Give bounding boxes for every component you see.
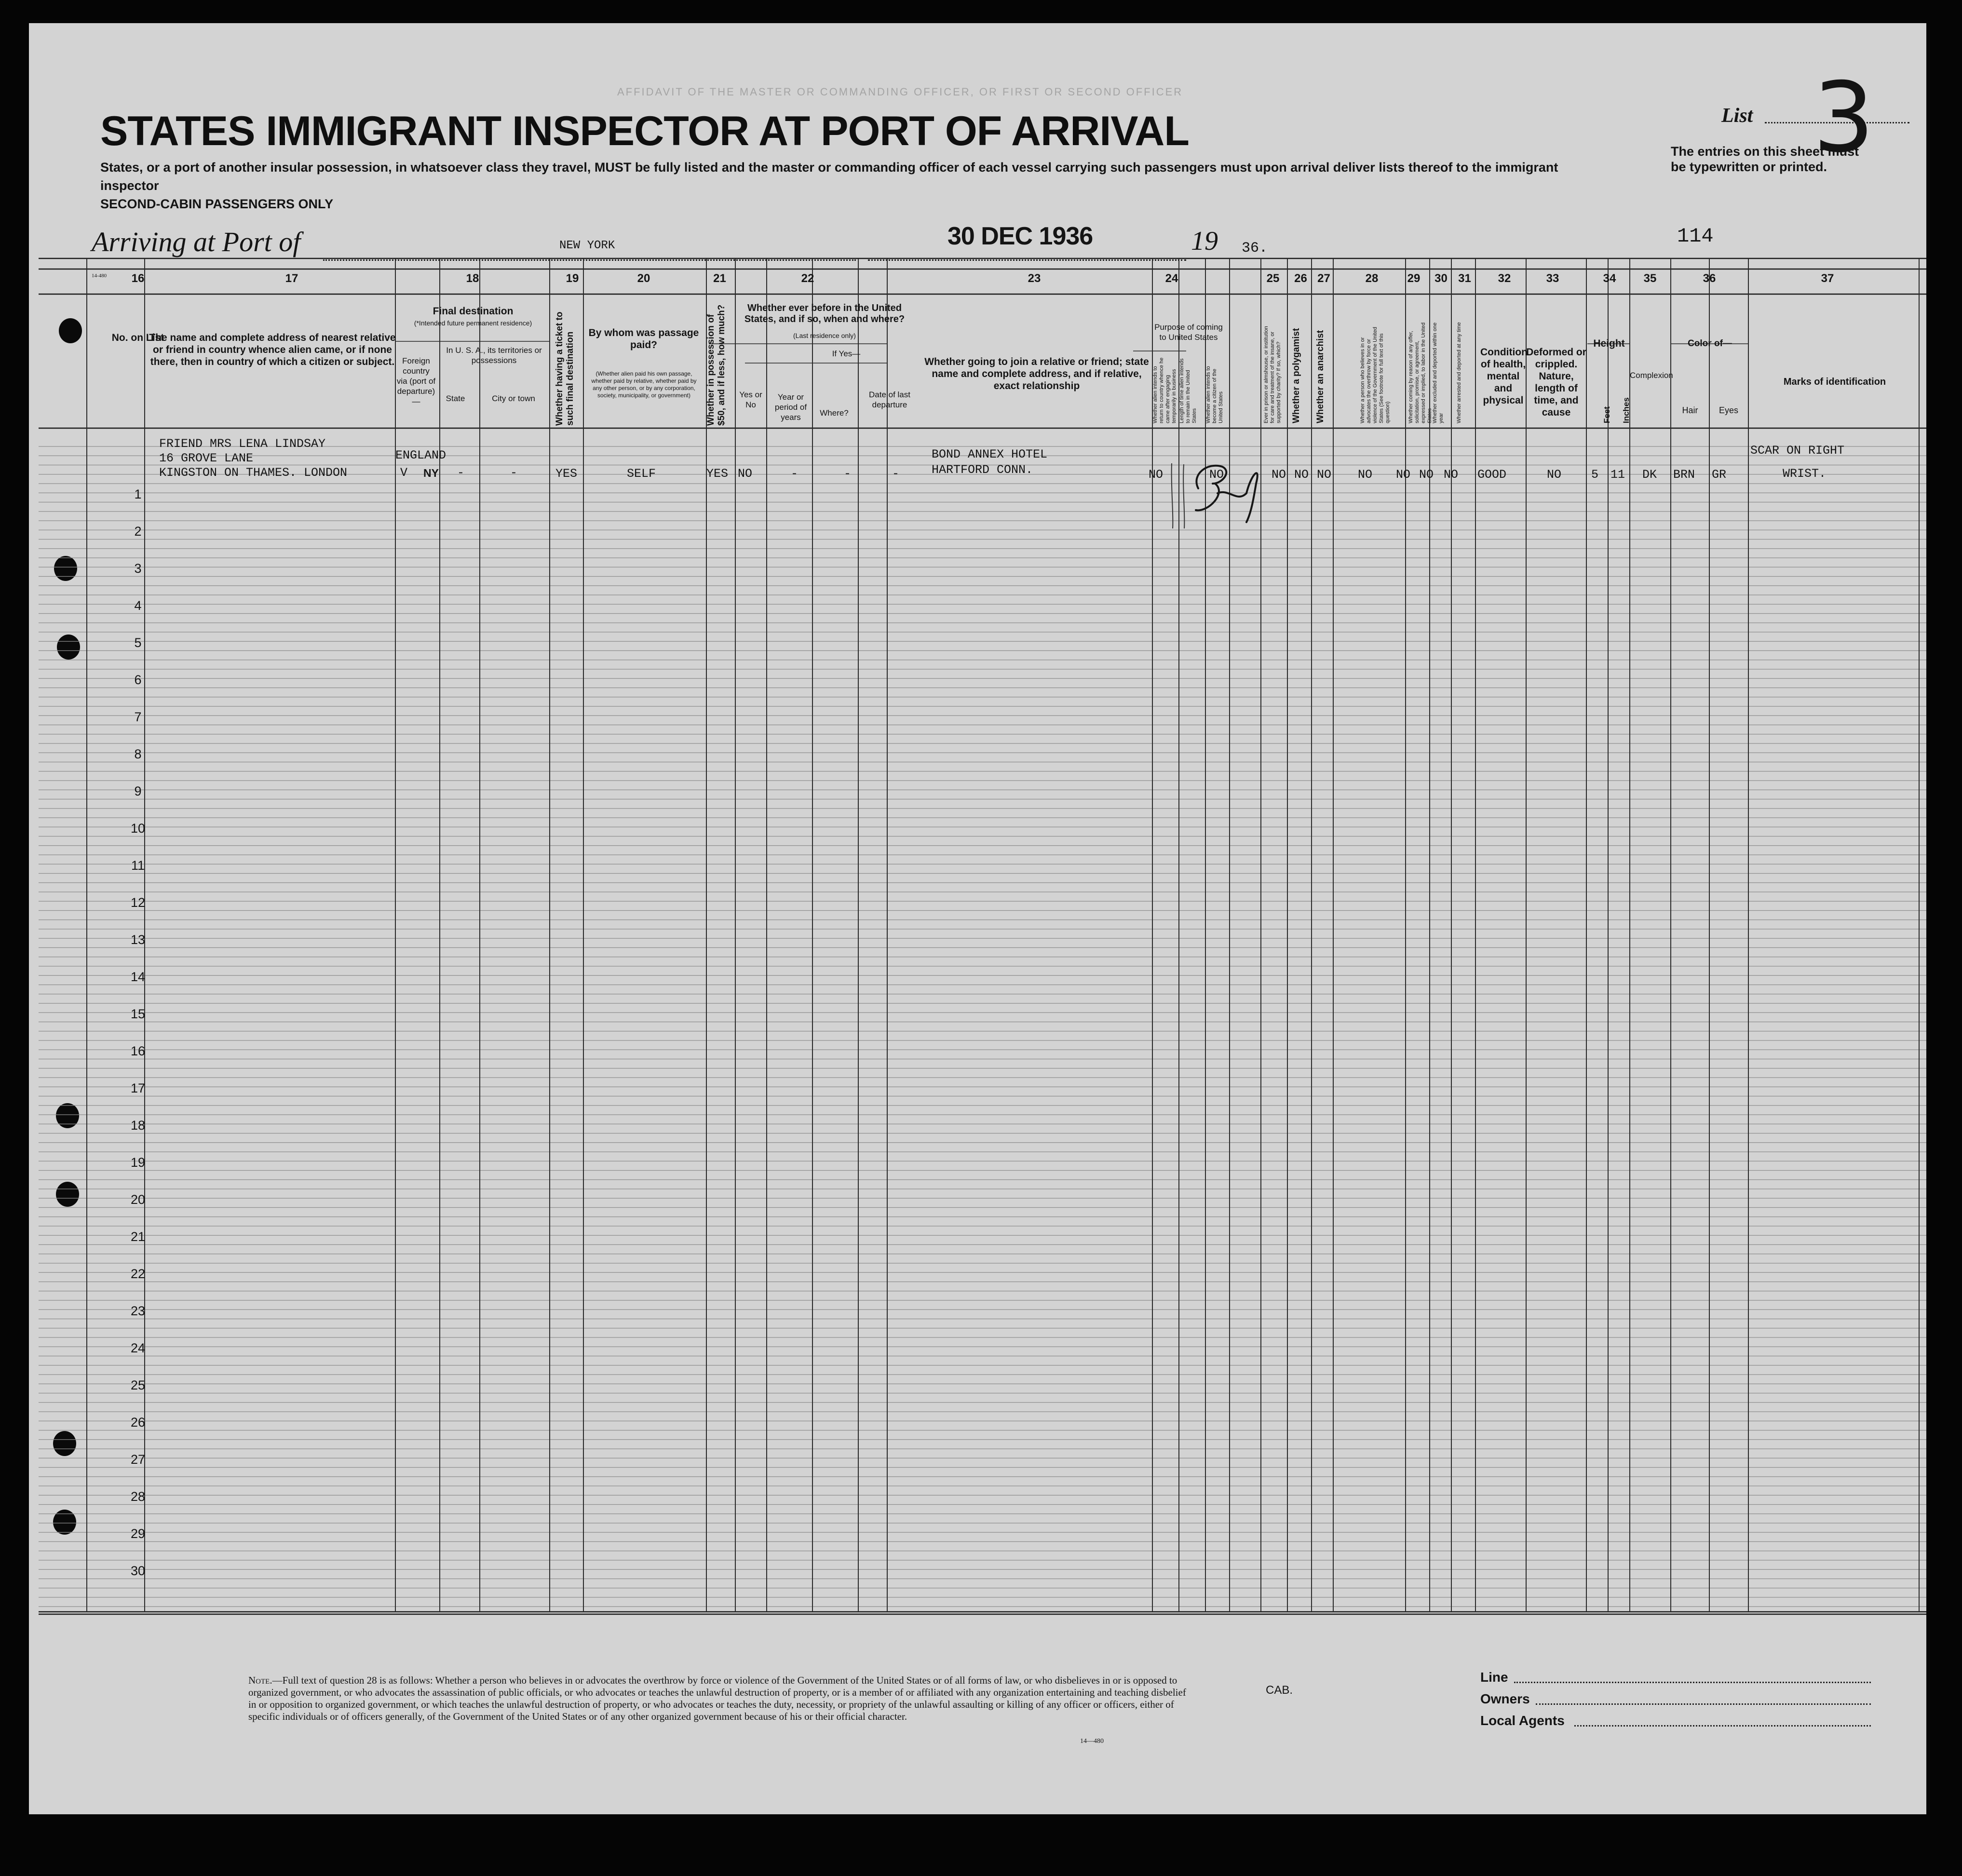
header-nearest-relative: The name and complete address of nearest relative or friend in country whence alien came, or if none there, then in country of which a citizen or subject. <box>149 332 396 367</box>
entry-year-period: - <box>791 467 798 481</box>
row-number: 26 <box>130 1415 146 1430</box>
row-number: 11 <box>131 858 145 873</box>
header-foreign-country: Foreign country via (port of departure)— <box>396 356 436 406</box>
row-number: 12 <box>130 895 146 910</box>
entry-polygamist: NO <box>1294 468 1309 482</box>
column-number: 29 <box>1407 272 1421 285</box>
row-number: 29 <box>130 1526 146 1541</box>
row-number: 15 <box>130 1007 146 1021</box>
row-number: 27 <box>130 1452 146 1467</box>
header-where: Where? <box>820 408 849 418</box>
port-value: NEW YORK <box>559 239 615 252</box>
header-col28: Whether a person who believes in or advocates the overthrow by force or violence of the Government of the United States (See footnote for full text of this question) <box>1360 327 1391 423</box>
column-number: 17 <box>285 272 298 285</box>
column-number: 36 <box>1703 272 1716 285</box>
header-anarchist: Whether an anarchist <box>1315 330 1326 423</box>
footnote-text: —Full text of question 28 is as follows: Whether a person who believes in or advocates the overthrow by force or violence of the Government of the United States or of all forms of law, or who disbelieves in or is opposed to organized government, or who advocates the assassination of public officials, or who advocates or teaches the unlawful destruction of property, or is a member of or affiliated with any organization entertaining and teaching disbelief in or opposition to organized government, or which teaches the unlawful destruction of property, or who advocates or teaches the duty, necessity, or propriety of the unlawful assaulting or killing of any officer or officers, either of specific individuals or of officers generally, of the Government of the United States or of any other organized government because of his or their official character. <box>248 1674 1186 1722</box>
row-number: 7 <box>134 710 142 724</box>
header-join-relative: Whether going to join a relative or friend; state name and complete address, and if relative, exact relationship <box>924 356 1149 391</box>
header-in-usa: In U. S. A., its territories or possessions <box>446 346 542 365</box>
header-year-period: Year or period of years <box>774 392 807 422</box>
header-color-of: Color of— <box>1688 338 1732 349</box>
column-number: 25 <box>1266 272 1280 285</box>
entry-inches: 11 <box>1610 468 1625 482</box>
entry-col28: NO <box>1358 468 1373 482</box>
column-number: 21 <box>713 272 726 285</box>
typed-note-line2: be typewritten or printed. <box>1671 160 1827 174</box>
row-number: 9 <box>134 784 142 798</box>
entry-city: - <box>510 466 518 480</box>
footnote-label: Note. <box>248 1674 272 1686</box>
column-number: 26 <box>1294 272 1307 285</box>
entry-col25: NO <box>1272 468 1286 482</box>
entry-complexion: DK <box>1642 468 1657 482</box>
column-number: 33 <box>1546 272 1559 285</box>
entry-relative-line2: 16 GROVE LANE <box>159 451 254 465</box>
header-col25: Ever in prison or almshouse, or institution for care and treatment of the insane, or supported by charity? If so, which? <box>1263 326 1282 423</box>
row-number: 2 <box>134 524 142 539</box>
column-number: 19 <box>566 272 579 285</box>
list-number: 3 <box>1813 62 1875 174</box>
header-condition: Condition of health, mental and physical <box>1480 347 1528 406</box>
column-number: 35 <box>1643 272 1657 285</box>
header-yes-or-no: Yes or No <box>739 390 762 409</box>
entry-deformed: NO <box>1547 468 1562 482</box>
column-number: 24 <box>1165 272 1178 285</box>
header-passage-note: (Whether alien paid his own passage, whether paid by relative, whether paid by any other person, or by any corporation, society, municipality, or government) <box>591 370 697 399</box>
header-passage-paid: By whom was passage paid? <box>588 327 699 351</box>
form-code-top: 14-480 <box>92 273 107 279</box>
column-number: 20 <box>637 272 650 285</box>
form-code: 14—480 <box>1080 1738 1104 1745</box>
row-number: 22 <box>130 1267 146 1281</box>
row-number: 17 <box>130 1081 146 1095</box>
entry-purpose-c: NO <box>1209 468 1224 482</box>
header-ticket: Whether having a ticket to such final destination <box>555 311 575 426</box>
row-number: 20 <box>130 1192 146 1207</box>
header-complexion: Complexion <box>1630 371 1673 380</box>
column-number: 18 <box>466 272 479 285</box>
entry-ticket: YES <box>555 467 578 481</box>
typed-note-line1: The entries on this sheet must <box>1671 144 1859 159</box>
page-title: STATES IMMIGRANT INSPECTOR AT PORT OF ARRIVAL <box>100 108 1189 154</box>
header-deformed: Deformed or crippled. Nature, length of time, and cause <box>1526 347 1586 418</box>
entry-before-in-us: NO <box>738 467 753 481</box>
header-fifty-dollars: Whether in possession of $50, and if less, how much? <box>706 304 727 426</box>
entry-purpose-a: NO <box>1149 468 1164 482</box>
column-number: 31 <box>1458 272 1471 285</box>
header-if-yes: If Yes— <box>832 349 861 358</box>
column-number: 23 <box>1028 272 1041 285</box>
header-city: City or town <box>492 394 535 403</box>
owners-label: Owners <box>1480 1691 1530 1706</box>
row-number: 10 <box>130 821 146 836</box>
date-stamp: 30 DEC 1936 <box>947 222 1093 250</box>
arriving-label: Arriving at Port of <box>92 226 301 257</box>
header-inches: Inches <box>1622 397 1631 423</box>
entry-col30: NO <box>1419 468 1434 482</box>
footnote <box>248 1674 1189 1723</box>
ledger-grid <box>29 23 1926 1814</box>
column-number: 37 <box>1821 272 1834 285</box>
header-col30: Whether excluded and deported within one year <box>1432 322 1444 423</box>
header-state: State <box>446 394 465 403</box>
row-number: 13 <box>130 932 146 947</box>
entry-foreign-country: ENGLAND <box>395 448 447 462</box>
entry-join-line2: HARTFORD CONN. <box>932 463 1033 477</box>
year-suffix: 36. <box>1242 240 1268 256</box>
entry-col29: NO <box>1396 468 1411 482</box>
row-number: 28 <box>130 1489 146 1504</box>
header-feet: Feet <box>1602 406 1611 423</box>
column-number: 22 <box>801 272 814 285</box>
row-number: 8 <box>134 747 142 761</box>
row-number: 24 <box>130 1341 146 1355</box>
bleed-through-text: AFFIDAVIT OF THE MASTER OR COMMANDING OFFICER, OR FIRST OR SECOND OFFICER <box>617 86 1183 98</box>
column-number: 30 <box>1434 272 1448 285</box>
header-last-residence: (Last residence only) <box>793 332 856 339</box>
line-dotted-line <box>1514 1682 1871 1683</box>
header-purpose-c: Whether alien intends to become a citizen of the United States <box>1205 366 1224 423</box>
header-eyes: Eyes <box>1718 405 1739 415</box>
column-number: 32 <box>1498 272 1511 285</box>
entry-hair: BRN <box>1673 468 1695 482</box>
manifest-sheet <box>29 23 1926 1814</box>
owners-dotted-line <box>1536 1703 1871 1705</box>
entry-passage-paid: SELF <box>627 467 656 481</box>
header-marks: Marks of identification <box>1783 377 1886 387</box>
cab-mark: CAB. <box>1266 1684 1293 1697</box>
row-number: 30 <box>130 1564 146 1578</box>
entry-port-code: NY <box>423 467 439 479</box>
row-number: 25 <box>130 1378 146 1392</box>
row-number: 3 <box>134 561 142 576</box>
row-number: 6 <box>134 673 142 687</box>
header-col31: Whether arrested and deported at any time <box>1456 322 1462 423</box>
handwritten-annotation <box>1189 455 1271 527</box>
row-number: 18 <box>130 1118 146 1133</box>
row-number: 1 <box>134 487 142 501</box>
entry-col31: NO <box>1444 468 1459 482</box>
entry-feet: 5 <box>1591 468 1599 482</box>
entry-relative-line1: FRIEND MRS LENA LINDSAY <box>159 437 326 451</box>
header-no-on-list: No. on List <box>111 332 164 343</box>
entry-condition: GOOD <box>1477 468 1507 482</box>
header-height: Height <box>1593 338 1625 349</box>
row-number: 19 <box>130 1155 146 1170</box>
entry-join-line1: BOND ANNEX HOTEL <box>932 447 1048 461</box>
header-final-destination: Final destination <box>433 306 514 317</box>
header-col29: Whether coming by reason of any offer, solicitation, promise, or agreement, expressed or implied, to labor in the United States <box>1408 322 1433 423</box>
list-label: List <box>1721 105 1753 127</box>
agents-dotted-line <box>1574 1725 1871 1727</box>
row-number: 23 <box>130 1304 146 1318</box>
header-before-in-us: Whether ever before in the United States, and if so, when and where? <box>744 303 905 324</box>
row-number: 21 <box>130 1229 146 1244</box>
entry-marks-line2: WRIST. <box>1783 467 1827 481</box>
entry-eyes: GR <box>1712 468 1727 482</box>
entry-marks-line1: SCAR ON RIGHT <box>1750 444 1845 458</box>
intro-paragraph: States, or a port of another insular possession, in whatsoever class they travel, MUST be fully listed and the master or commanding officer of each vessel carrying such passengers must upon arrival deliver lists thereof to the immigrant inspector <box>100 160 1558 193</box>
header-final-destination-note: (*Intended future permanent residence) <box>414 319 532 327</box>
column-number: 28 <box>1365 272 1379 285</box>
entry-fifty: YES <box>706 467 729 481</box>
row-number: 4 <box>134 598 142 613</box>
entry-date-departure: - <box>892 467 900 481</box>
column-number: 27 <box>1317 272 1330 285</box>
entry-state: - <box>457 466 465 480</box>
header-date-departure: Date of last departure <box>869 390 910 409</box>
year-prefix: 19 <box>1191 226 1218 256</box>
class-line: SECOND-CABIN PASSENGERS ONLY <box>100 197 334 211</box>
entry-via: V <box>400 466 408 480</box>
sheet-number: 114 <box>1677 225 1714 248</box>
row-number: 5 <box>134 635 142 650</box>
column-number: 34 <box>1603 272 1616 285</box>
column-number: 16 <box>131 272 145 285</box>
entry-anarchist: NO <box>1317 468 1332 482</box>
header-purpose: Purpose of coming to United States <box>1154 323 1223 342</box>
agents-label: Local Agents <box>1480 1713 1565 1728</box>
header-hair: Hair <box>1682 405 1698 415</box>
entry-relative-line3: KINGSTON ON THAMES. LONDON <box>159 466 348 480</box>
header-polygamist: Whether a polygamist <box>1291 328 1301 423</box>
header-purpose-a: Whether alien intends to return to country whence he came after engaging temporarily in business <box>1152 357 1177 423</box>
row-number: 16 <box>130 1044 146 1058</box>
header-purpose-b: Length of time alien intends to remain in the United States <box>1179 358 1197 423</box>
entry-where: - <box>844 467 852 481</box>
row-number: 14 <box>130 970 146 984</box>
line-label: Line <box>1480 1670 1508 1685</box>
